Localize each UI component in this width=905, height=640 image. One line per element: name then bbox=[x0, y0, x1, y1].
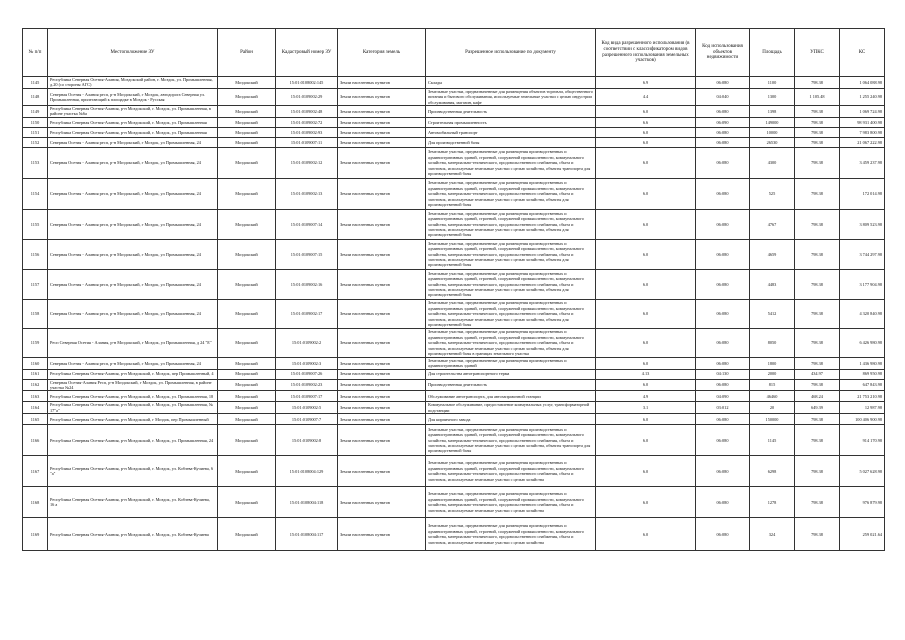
row-real-estate-code: 06:080 bbox=[696, 328, 750, 357]
table-row bbox=[23, 269, 885, 299]
row-num: 1154 bbox=[23, 178, 48, 209]
row-location: Северная Осетия - Алания респ, р-н Моздокский, г Моздок, ул Промышленная, 24 bbox=[48, 178, 218, 209]
row-real-estate-code: 06:080 bbox=[696, 137, 750, 147]
table-row bbox=[23, 487, 885, 518]
row-location: Северная Осетия-Алания Респ, р-н Моздокский, г Моздок, ул. Промышленная, в районе участка №24 bbox=[48, 379, 218, 391]
row-district: Моздокский bbox=[218, 518, 276, 551]
row-permitted-use: Обслуживание автотранспорта, для автозаправочной станции bbox=[426, 391, 596, 402]
row-cadastral-number: 15:01:0109002:72 bbox=[276, 117, 338, 127]
row-num: 1164 bbox=[23, 402, 48, 414]
row-ks: 7 983 800.98 bbox=[840, 127, 885, 137]
row-num: 1162 bbox=[23, 379, 48, 391]
row-cadastral-number: 15:01:0109002:5 bbox=[276, 402, 338, 414]
row-district: Моздокский bbox=[218, 77, 276, 89]
row-land-category: Земли населенных пунктов bbox=[338, 147, 426, 178]
row-area: 149000 bbox=[750, 117, 795, 127]
row-land-category: Земли населенных пунктов bbox=[338, 269, 426, 299]
row-cadastral-number: 15:01:0109007:26 bbox=[276, 369, 338, 379]
row-num: 1152 bbox=[23, 137, 48, 147]
table-row bbox=[23, 137, 885, 147]
row-district: Моздокский bbox=[218, 137, 276, 147]
row-location: Республика Северная Осетия-Алания, р-н Моздокский, г. Моздок, ул. Кобзева-Кучиева, 6 "а" bbox=[48, 456, 218, 487]
row-cadastral-number: 15:01:0109007:7 bbox=[276, 414, 338, 425]
row-use-code: 6.0 bbox=[596, 328, 696, 357]
row-area: 4300 bbox=[750, 147, 795, 178]
row-use-code: 6.0 bbox=[596, 209, 696, 239]
row-district: Моздокский bbox=[218, 117, 276, 127]
table-row bbox=[23, 178, 885, 209]
row-use-code: 6.0 bbox=[596, 299, 696, 328]
row-area: 1145 bbox=[750, 425, 795, 456]
row-ks: 172 014.98 bbox=[840, 178, 885, 209]
row-num: 1145 bbox=[23, 77, 48, 89]
row-land-category: Земли населенных пунктов bbox=[338, 402, 426, 414]
row-location: Республика Северная Осетия-Алания, р-н Моздокский, г. Моздок, ул. Промышленная bbox=[48, 117, 218, 127]
table-header bbox=[23, 29, 885, 77]
row-upks: 798.38 bbox=[795, 269, 840, 299]
row-location: Республика Северная Осетия-Алания, р-н Моздокский, г. Моздок, ул. Кобзева-Кучиева, 16 а bbox=[48, 487, 218, 518]
row-num: 1163 bbox=[23, 391, 48, 402]
row-real-estate-code: 04:090 bbox=[696, 391, 750, 402]
row-upks: 798.38 bbox=[795, 414, 840, 425]
row-upks: 468.24 bbox=[795, 391, 840, 402]
row-real-estate-code: 06:090 bbox=[696, 117, 750, 127]
row-area: 1300 bbox=[750, 88, 795, 105]
table-row bbox=[23, 369, 885, 379]
row-ks: 3 744 297.98 bbox=[840, 239, 885, 269]
row-district: Моздокский bbox=[218, 425, 276, 456]
row-ks: 5 027 628.98 bbox=[840, 456, 885, 487]
row-upks: 798.38 bbox=[795, 357, 840, 369]
row-upks: 798.38 bbox=[795, 456, 840, 487]
row-real-estate-code: 06:080 bbox=[696, 299, 750, 328]
row-land-category: Земли населенных пунктов bbox=[338, 328, 426, 357]
row-district: Моздокский bbox=[218, 369, 276, 379]
row-real-estate-code: 06:080 bbox=[696, 147, 750, 178]
row-cadastral-number: 15:01:0109002:16 bbox=[276, 269, 338, 299]
row-district: Моздокский bbox=[218, 239, 276, 269]
row-permitted-use: Земельные участки, предназначенные для размещения объектов торговли, общественного питания и бытового обслуживания, используемые земельные участки с целью индустрии обслуживания, магазин, кафе bbox=[426, 88, 596, 105]
row-cadastral-number: 15:01:0109002:93 bbox=[276, 127, 338, 137]
row-use-code: 6.0 bbox=[596, 239, 696, 269]
row-upks: 798.38 bbox=[795, 487, 840, 518]
row-use-code: 6.0 bbox=[596, 487, 696, 518]
row-location: Северная Осетия - Алания респ, р-н Моздокский, г Моздок, ул Промышленная, 24 bbox=[48, 209, 218, 239]
row-real-estate-code: 06:080 bbox=[696, 425, 750, 456]
row-cadastral-number: 15:01:0109002:29 bbox=[276, 88, 338, 105]
row-use-code: 6.0 bbox=[596, 425, 696, 456]
row-use-code: 6.0 bbox=[596, 106, 696, 118]
row-ks: 100 406 900.98 bbox=[840, 414, 885, 425]
row-cadastral-number: 15:01:0109002:13 bbox=[276, 178, 338, 209]
row-cadastral-number: 15:01:0108004:118 bbox=[276, 487, 338, 518]
row-num: 1148 bbox=[23, 88, 48, 105]
row-real-estate-code: 06:080 bbox=[696, 106, 750, 118]
row-area: 1398 bbox=[750, 106, 795, 118]
table-row bbox=[23, 239, 885, 269]
row-permitted-use: Земельные участки, предназначенные для размещения производственных и административных зданий, строений, сооружений промышленности, коммунального хозяйства, материально-технического, продовольственного снабжения, сбыта и заготовок, используемые земельные участки с целью хозяйства, объекты транспорта для производственной базы bbox=[426, 147, 596, 178]
row-permitted-use: Земельные участки, предназначенные для размещения производственных и административных зданий, строений, сооружений промышленности, коммунального хозяйства, материально-технического, продовольственного снабжения, сбыта и заготовок, используемые земельные участки с целью хозяйства bbox=[426, 518, 596, 551]
row-land-category: Земли населенных пунктов bbox=[338, 456, 426, 487]
row-permitted-use: Земельные участки, предназначенные для размещения производственных и административных зданий, строений, сооружений промышленности, коммунального хозяйства, материально-технического, продовольственного снабжения, сбыта и заготовок, используемые земельные участки с целью хозяйства bbox=[426, 456, 596, 487]
row-location: Северная Осетия - Алания респ, р-н Моздокский, г Моздок, ул Промышленная, 24 bbox=[48, 269, 218, 299]
row-district: Моздокский bbox=[218, 178, 276, 209]
row-ks: 647 843.98 bbox=[840, 379, 885, 391]
row-cadastral-number: 15:01:0109002:12 bbox=[276, 147, 338, 178]
row-district: Моздокский bbox=[218, 402, 276, 414]
row-permitted-use: Производственная деятельность bbox=[426, 106, 596, 118]
row-upks: 649.39 bbox=[795, 402, 840, 414]
row-upks: 798.38 bbox=[795, 209, 840, 239]
table-row bbox=[23, 147, 885, 178]
land-plots-table bbox=[22, 28, 885, 551]
table-row bbox=[23, 391, 885, 402]
row-location: Республика Северная Осетия-Алания, р-н Моздокский, г. Моздок, ул. Промышленная, № 17"а" bbox=[48, 402, 218, 414]
row-upks: 798.38 bbox=[795, 127, 840, 137]
header-real-estate-code: Код использования объектов недвижимости bbox=[696, 29, 750, 77]
row-location: Северная Осетия - Алания респ, р-н Моздокский, г Моздок, ул Промышленная, 24 bbox=[48, 137, 218, 147]
row-area: 2000 bbox=[750, 369, 795, 379]
row-use-code: 6.0 bbox=[596, 137, 696, 147]
row-land-category: Земли населенных пунктов bbox=[338, 487, 426, 518]
row-real-estate-code: 04:040 bbox=[696, 88, 750, 105]
row-ks: 259 021.64 bbox=[840, 518, 885, 551]
row-location: Республика Северная Осетия-Алания, р-н Моздокский, г. Моздок, ул. Промышленная, 18 bbox=[48, 391, 218, 402]
row-real-estate-code: 03:012 bbox=[696, 402, 750, 414]
row-permitted-use: Для производственной базы bbox=[426, 137, 596, 147]
row-num: 1150 bbox=[23, 117, 48, 127]
row-area: 26530 bbox=[750, 137, 795, 147]
row-permitted-use: Земельные участки, предназначенные для размещения производственных и административных зданий, строений, сооружений промышленности, коммунального хозяйства, материально-технического, продовольственного снабжения, сбыта и заготовок, используемые земельные участки с целью хозяйства, объекты для производственной базы bbox=[426, 269, 596, 299]
row-permitted-use: Земельные участки, предназначенные для размещения производственных и административных зданий bbox=[426, 357, 596, 369]
row-permitted-use: Земельные участки, предназначенные для размещения производственных и административных зданий, строений, сооружений промышленности, коммунального хозяйства, материально-технического, продовольственного снабжения, сбыта и заготовок, используемые земельные участки с целью хозяйства, объекты для производственной базы в границах земельного участка bbox=[426, 328, 596, 357]
row-area: 4659 bbox=[750, 239, 795, 269]
row-location: Респ Северная Осетия - Алания, р-н Моздокский, г Моздок, ул Промышленная, д 24 "Е" bbox=[48, 328, 218, 357]
row-use-code: 6.0 bbox=[596, 147, 696, 178]
row-land-category: Земли населенных пунктов bbox=[338, 239, 426, 269]
row-location: Северная Осетия - Алания респ, р-н Моздокский, г Моздок, ул Промышленная, 24 bbox=[48, 357, 218, 369]
row-use-code: 6.0 bbox=[596, 127, 696, 137]
row-cadastral-number: 15:01:0109002:2 bbox=[276, 328, 338, 357]
header-area: Площадь bbox=[750, 29, 795, 77]
row-use-code: 6.0 bbox=[596, 178, 696, 209]
table-row bbox=[23, 299, 885, 328]
row-real-estate-code: 06:080 bbox=[696, 269, 750, 299]
row-district: Моздокский bbox=[218, 391, 276, 402]
row-area: 6298 bbox=[750, 456, 795, 487]
row-district: Моздокский bbox=[218, 209, 276, 239]
row-real-estate-code: 06:080 bbox=[696, 456, 750, 487]
row-use-code: 6.9 bbox=[596, 77, 696, 89]
row-cadastral-number: 15:01:0109002:48 bbox=[276, 106, 338, 118]
document-page bbox=[22, 28, 884, 551]
row-location: Северная Осетия - Алания респ, р-н Моздокский, г Моздок, ул Промышленная, 24 bbox=[48, 147, 218, 178]
row-use-code: 6.0 bbox=[596, 456, 696, 487]
row-district: Моздокский bbox=[218, 269, 276, 299]
row-upks: 798.38 bbox=[795, 239, 840, 269]
table-row bbox=[23, 456, 885, 487]
row-permitted-use: Земельные участки, предназначенные для размещения производственных и административных зданий, строений, сооружений промышленности, коммунального хозяйства, материально-технического, продовольственного снабжения, сбыта и заготовок, используемые земельные участки с целью хозяйства, объекты для производственной базы bbox=[426, 239, 596, 269]
row-num: 1151 bbox=[23, 127, 48, 137]
row-upks: 798.38 bbox=[795, 147, 840, 178]
row-ks: 976 879.98 bbox=[840, 487, 885, 518]
row-permitted-use: Склады bbox=[426, 77, 596, 89]
row-ks: 1 255 240.98 bbox=[840, 88, 885, 105]
row-real-estate-code: 06:080 bbox=[696, 209, 750, 239]
row-area: 324 bbox=[750, 518, 795, 551]
row-real-estate-code: 04:130 bbox=[696, 369, 750, 379]
row-district: Моздокский bbox=[218, 299, 276, 328]
row-district: Моздокский bbox=[218, 379, 276, 391]
row-area: 1278 bbox=[750, 487, 795, 518]
row-num: 1153 bbox=[23, 147, 48, 178]
row-ks: 1 436 980.98 bbox=[840, 357, 885, 369]
table-body bbox=[23, 77, 885, 551]
row-num: 1161 bbox=[23, 369, 48, 379]
row-cadastral-number: 15:01:0109007:14 bbox=[276, 209, 338, 239]
row-land-category: Земли населенных пунктов bbox=[338, 425, 426, 456]
row-land-category: Земли населенных пунктов bbox=[338, 178, 426, 209]
row-district: Моздокский bbox=[218, 88, 276, 105]
header-upks: УПКС bbox=[795, 29, 840, 77]
row-land-category: Земли населенных пунктов bbox=[338, 209, 426, 239]
row-location: Республика Северная Осетия-Алания, р-н Моздокский, г. Моздок, ул. Промышленная bbox=[48, 127, 218, 137]
row-permitted-use: Строительная промышленность bbox=[426, 117, 596, 127]
row-district: Моздокский bbox=[218, 147, 276, 178]
row-real-estate-code: 06:080 bbox=[696, 414, 750, 425]
row-district: Моздокский bbox=[218, 106, 276, 118]
header-num: № п/п bbox=[23, 29, 48, 77]
row-cadastral-number: 15:01:0109007:17 bbox=[276, 391, 338, 402]
table-row bbox=[23, 402, 885, 414]
row-real-estate-code: 06:080 bbox=[696, 357, 750, 369]
row-land-category: Земли населенных пунктов bbox=[338, 518, 426, 551]
row-permitted-use: Производственная деятельность bbox=[426, 379, 596, 391]
row-num: 1156 bbox=[23, 239, 48, 269]
row-cadastral-number: 15:01:0109002:8 bbox=[276, 425, 338, 456]
row-area: 8050 bbox=[750, 328, 795, 357]
row-num: 1149 bbox=[23, 106, 48, 118]
row-land-category: Земли населенных пунктов bbox=[338, 106, 426, 118]
row-cadastral-number: 15:01:0108004:129 bbox=[276, 456, 338, 487]
row-location: Северная Осетия - Алания респ, р-н Моздокский, г Моздок, ул Промышленная, 24 bbox=[48, 299, 218, 328]
row-location: Северная Осетия - Алания респ, р-н Моздокский, г Моздок, ул Промышленная, 24 bbox=[48, 239, 218, 269]
table-row bbox=[23, 88, 885, 105]
row-cadastral-number: 15:01:0109002:3 bbox=[276, 357, 338, 369]
table-row bbox=[23, 77, 885, 89]
row-ks: 4 320 840.98 bbox=[840, 299, 885, 328]
row-num: 1169 bbox=[23, 518, 48, 551]
row-area: 1100 bbox=[750, 77, 795, 89]
row-real-estate-code: 06:080 bbox=[696, 379, 750, 391]
row-area: 46460 bbox=[750, 391, 795, 402]
row-num: 1166 bbox=[23, 425, 48, 456]
row-real-estate-code: 06:080 bbox=[696, 127, 750, 137]
row-area: 10000 bbox=[750, 127, 795, 137]
row-use-code: 6.0 bbox=[596, 414, 696, 425]
row-num: 1165 bbox=[23, 414, 48, 425]
row-area: 4767 bbox=[750, 209, 795, 239]
row-use-code: 6.6 bbox=[596, 117, 696, 127]
row-num: 1167 bbox=[23, 456, 48, 487]
row-location: Республика Северная Осетия-Алания, Моздокский район, г. Моздок, ул. Промышленная, д.20 (со стороны АГС) bbox=[48, 77, 218, 89]
header-district: Район bbox=[218, 29, 276, 77]
row-district: Моздокский bbox=[218, 414, 276, 425]
row-ks: 21 753 210.98 bbox=[840, 391, 885, 402]
row-ks: 3 809 523.98 bbox=[840, 209, 885, 239]
row-permitted-use: Земельные участки, предназначенные для размещения производственных и административных зданий, строений, сооружений промышленности, коммунального хозяйства, материально-технического, продовольственного снабжения, сбыта и заготовок, используемые земельные участки с целью хозяйства bbox=[426, 487, 596, 518]
row-num: 1157 bbox=[23, 269, 48, 299]
row-land-category: Земли населенных пунктов bbox=[338, 88, 426, 105]
table-row bbox=[23, 328, 885, 357]
row-location: Республика Северная Осетия-Алания, р-н Моздокский, г. Моздок, ул. Промышленная, 24 bbox=[48, 425, 218, 456]
row-district: Моздокский bbox=[218, 487, 276, 518]
row-upks: 434.97 bbox=[795, 369, 840, 379]
row-use-code: 4.9 bbox=[596, 391, 696, 402]
row-num: 1155 bbox=[23, 209, 48, 239]
row-permitted-use: Земельные участки, предназначенные для размещения производственных и административных зданий, строений, сооружений промышленности, коммунального хозяйства, материально-технического, продовольственного снабжения, сбыта и заготовок, используемые земельные участки с целью хозяйства, объекты для производственной базы bbox=[426, 209, 596, 239]
row-land-category: Земли населенных пунктов bbox=[338, 127, 426, 137]
row-upks: 798.38 bbox=[795, 77, 840, 89]
table-row bbox=[23, 357, 885, 369]
row-area: 815 bbox=[750, 379, 795, 391]
row-ks: 1 064 088.98 bbox=[840, 77, 885, 89]
row-permitted-use: Для строительства автотранспортного терма bbox=[426, 369, 596, 379]
row-use-code: 4.13 bbox=[596, 369, 696, 379]
row-cadastral-number: 15:01:0109002:17 bbox=[276, 299, 338, 328]
row-cadastral-number: 15:01:0109002:23 bbox=[276, 379, 338, 391]
row-cadastral-number: 15:01:0108004:117 bbox=[276, 518, 338, 551]
row-num: 1158 bbox=[23, 299, 48, 328]
row-upks: 798.38 bbox=[795, 379, 840, 391]
row-location: Республика Северная Осетия-Алания, р-н Моздокский, г Моздок, пер Промышленный bbox=[48, 414, 218, 425]
row-location: Республика Северная Осетия-Алания, р-н Моздокский, г. Моздок, ул. Промышленная, в районе участка №6а bbox=[48, 106, 218, 118]
header-location: Местоположение ЗУ bbox=[48, 29, 218, 77]
row-upks: 798.38 bbox=[795, 178, 840, 209]
row-use-code: 6.0 bbox=[596, 357, 696, 369]
row-cadastral-number: 15:01:0109007:15 bbox=[276, 239, 338, 269]
row-area: 20 bbox=[750, 402, 795, 414]
row-ks: 12 987.98 bbox=[840, 402, 885, 414]
row-area: 4483 bbox=[750, 269, 795, 299]
table-row bbox=[23, 106, 885, 118]
table-row bbox=[23, 414, 885, 425]
row-use-code: 6.0 bbox=[596, 379, 696, 391]
row-land-category: Земли населенных пунктов bbox=[338, 357, 426, 369]
row-ks: 98 931 400.98 bbox=[840, 117, 885, 127]
row-upks: 798.38 bbox=[795, 106, 840, 118]
header-permitted-use: Разрешенное использование по документу bbox=[426, 29, 596, 77]
row-ks: 869 950.98 bbox=[840, 369, 885, 379]
row-num: 1168 bbox=[23, 487, 48, 518]
header-use-code: Код вида разрешенного использования (в соответствии с классификатором видов разрешенного использования земельных участков) bbox=[596, 29, 696, 77]
row-upks: 798.38 bbox=[795, 299, 840, 328]
row-use-code: 6.0 bbox=[596, 269, 696, 299]
table-row bbox=[23, 209, 885, 239]
row-upks: 798.38 bbox=[795, 425, 840, 456]
row-ks: 3 459 237.98 bbox=[840, 147, 885, 178]
row-permitted-use: Земельные участки, предназначенные для размещения производственных и административных зданий, строений, сооружений промышленности, коммунального хозяйства, материально-технического, продовольственного снабжения, сбыта и заготовок, используемые земельные участки с целью хозяйства, объекты для производственной базы bbox=[426, 178, 596, 209]
row-permitted-use: Для кирпичного завода bbox=[426, 414, 596, 425]
row-land-category: Земли населенных пунктов bbox=[338, 77, 426, 89]
row-upks: 798.38 bbox=[795, 117, 840, 127]
row-district: Моздокский bbox=[218, 456, 276, 487]
row-location: Республика Северная Осетия-Алания, р-н Моздокский, г. Моздок, ул. Кобзева-Кучиева bbox=[48, 518, 218, 551]
row-upks: 798.38 bbox=[795, 137, 840, 147]
row-land-category: Земли населенных пунктов bbox=[338, 379, 426, 391]
row-land-category: Земли населенных пунктов bbox=[338, 299, 426, 328]
header-land-category: Категория земель bbox=[338, 29, 426, 77]
row-area: 5412 bbox=[750, 299, 795, 328]
row-ks: 3 177 904.98 bbox=[840, 269, 885, 299]
table-row bbox=[23, 379, 885, 391]
row-ks: 6 426 980.98 bbox=[840, 328, 885, 357]
row-area: 150000 bbox=[750, 414, 795, 425]
row-permitted-use: Автомобильный транспорт bbox=[426, 127, 596, 137]
row-area: 525 bbox=[750, 178, 795, 209]
row-location: Республика Северная Осетия-Алания, р-н Моздокский, г. Моздок, пер Промышленный, 4 bbox=[48, 369, 218, 379]
row-use-code: 4.4 bbox=[596, 88, 696, 105]
row-ks: 1 069 724.98 bbox=[840, 106, 885, 118]
row-real-estate-code: 06:080 bbox=[696, 518, 750, 551]
row-district: Моздокский bbox=[218, 328, 276, 357]
row-upks: 798.38 bbox=[795, 328, 840, 357]
row-permitted-use: Земельные участки, предназначенные для размещения производственных и административных зданий, строений, сооружений промышленности, коммунального хозяйства, материально-технического, продовольственного снабжения, сбыта и заготовок, используемые земельные участки с целью хозяйства, объекты для производственной базы bbox=[426, 299, 596, 328]
row-upks: 1 105.48 bbox=[795, 88, 840, 105]
row-cadastral-number: 15:01:0109007:11 bbox=[276, 137, 338, 147]
table-row bbox=[23, 518, 885, 551]
row-cadastral-number: 15:01:0108002:145 bbox=[276, 77, 338, 89]
row-land-category: Земли населенных пунктов bbox=[338, 117, 426, 127]
row-land-category: Земли населенных пунктов bbox=[338, 391, 426, 402]
table-row bbox=[23, 127, 885, 137]
row-permitted-use: Коммунальное обслуживание, предоставление коммунальных услуг, трансформаторной подстанции bbox=[426, 402, 596, 414]
row-ks: 21 067 222.98 bbox=[840, 137, 885, 147]
row-real-estate-code: 06:080 bbox=[696, 77, 750, 89]
row-land-category: Земли населенных пунктов bbox=[338, 369, 426, 379]
row-upks: 798.38 bbox=[795, 518, 840, 551]
row-ks: 914 170.98 bbox=[840, 425, 885, 456]
table-row bbox=[23, 425, 885, 456]
header-cadastral-number: Кадастровый номер ЗУ bbox=[276, 29, 338, 77]
row-real-estate-code: 06:080 bbox=[696, 487, 750, 518]
table-row bbox=[23, 117, 885, 127]
header-ks: КС bbox=[840, 29, 885, 77]
row-district: Моздокский bbox=[218, 357, 276, 369]
row-use-code: 6.0 bbox=[596, 518, 696, 551]
row-district: Моздокский bbox=[218, 127, 276, 137]
row-num: 1159 bbox=[23, 328, 48, 357]
row-real-estate-code: 06:080 bbox=[696, 239, 750, 269]
row-location: Северная Осетия - Алания респ, р-н Моздокский, г Моздок, автодорога Северная ул. Промышленная, прилегающий к площадке в Моздок - Русская bbox=[48, 88, 218, 105]
row-land-category: Земли населенных пунктов bbox=[338, 414, 426, 425]
row-land-category: Земли населенных пунктов bbox=[338, 137, 426, 147]
row-permitted-use: Земельные участки, предназначенные для размещения производственных и административных зданий, строений, сооружений промышленности, коммунального хозяйства, материально-технического, продовольственного снабжения, сбыта и заготовок, используемые земельные участки с целью хозяйства, объекты транспорта для производственной базы bbox=[426, 425, 596, 456]
row-num: 1160 bbox=[23, 357, 48, 369]
row-real-estate-code: 06:080 bbox=[696, 178, 750, 209]
row-use-code: 3.1 bbox=[596, 402, 696, 414]
row-area: 1800 bbox=[750, 357, 795, 369]
